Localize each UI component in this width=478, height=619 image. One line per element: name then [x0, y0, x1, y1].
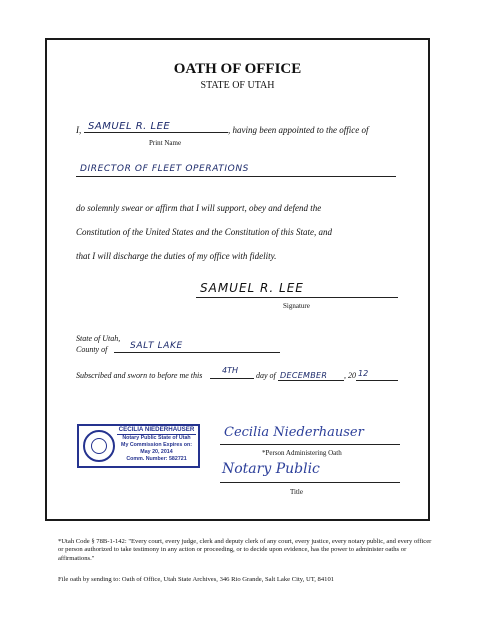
stamp-name: CECILIA NIEDERHAUSER [118, 426, 195, 433]
stamp-line-3: May 20, 2014 [140, 449, 173, 455]
office-value: DIRECTOR OF FLEET OPERATIONS [80, 164, 249, 174]
administrator-line [220, 444, 400, 445]
state-label: State of Utah, [76, 334, 121, 343]
stamp-line-2: My Commission Expires on: [121, 442, 192, 448]
notary-title-value: Notary Public [222, 461, 320, 477]
year-value: 12 [358, 369, 369, 378]
day-line [210, 378, 254, 379]
oath-intro: I, [76, 125, 82, 135]
print-name-label: Print Name [149, 139, 182, 147]
stamp-line-4: Comm. Number: 582721 [126, 456, 187, 462]
title-label: Title [290, 488, 303, 496]
county-value: SALT LAKE [130, 341, 183, 351]
oath-line-2: Constitution of the United States and the Constitution of this State, and [76, 227, 332, 237]
signature-label: Signature [283, 302, 310, 310]
document-subtitle: STATE OF UTAH [200, 80, 275, 91]
oath-line-1: do solemnly swear or affirm that I will support, obey and defend the [76, 203, 322, 213]
year-prefix: , 20 [344, 371, 356, 380]
signature-value: SAMUEL R. LEE [200, 281, 304, 295]
month-value: DECEMBER [280, 371, 328, 380]
subscribed-text: Subscribed and sworn to before me this [76, 371, 203, 380]
document-title: OATH OF OFFICE [173, 61, 302, 77]
administrator-signature: Cecilia Niederhauser [224, 425, 364, 440]
year-line [356, 380, 398, 381]
day-value: 4TH [222, 366, 238, 375]
notary-stamp [77, 424, 200, 468]
month-line [278, 380, 344, 381]
county-line [114, 352, 280, 353]
print-name-value: SAMUEL R. LEE [88, 121, 171, 132]
state-seal-icon [83, 430, 115, 462]
county-label: County of [76, 345, 108, 354]
stamp-line-1: Notary Public State of Utah [122, 435, 191, 441]
appointed-text: , having been appointed to the office of [228, 125, 369, 135]
print-name-line [84, 132, 228, 133]
utah-code-note: *Utah Code § 78B-1-142: "Every court, every judge, clerk and deputy clerk of any court, every justice, every notary public, and every officer or person authorized to take testimony in any action or proceeding, or to decide upon evidence, has the power to administer oaths or affirmations." [58, 538, 432, 562]
signature-line [196, 297, 398, 298]
oath-line-3: that I will discharge the duties of my office with fidelity. [76, 251, 277, 261]
office-line [76, 176, 396, 177]
title-line [220, 482, 400, 483]
filing-instructions: File oath by sending to: Oath of Office, Utah State Archives, 346 Rio Grande, Salt Lake City, UT, 84101 [58, 576, 335, 583]
day-of-text: day of [256, 371, 276, 380]
administrator-label: *Person Administering Oath [262, 449, 342, 457]
